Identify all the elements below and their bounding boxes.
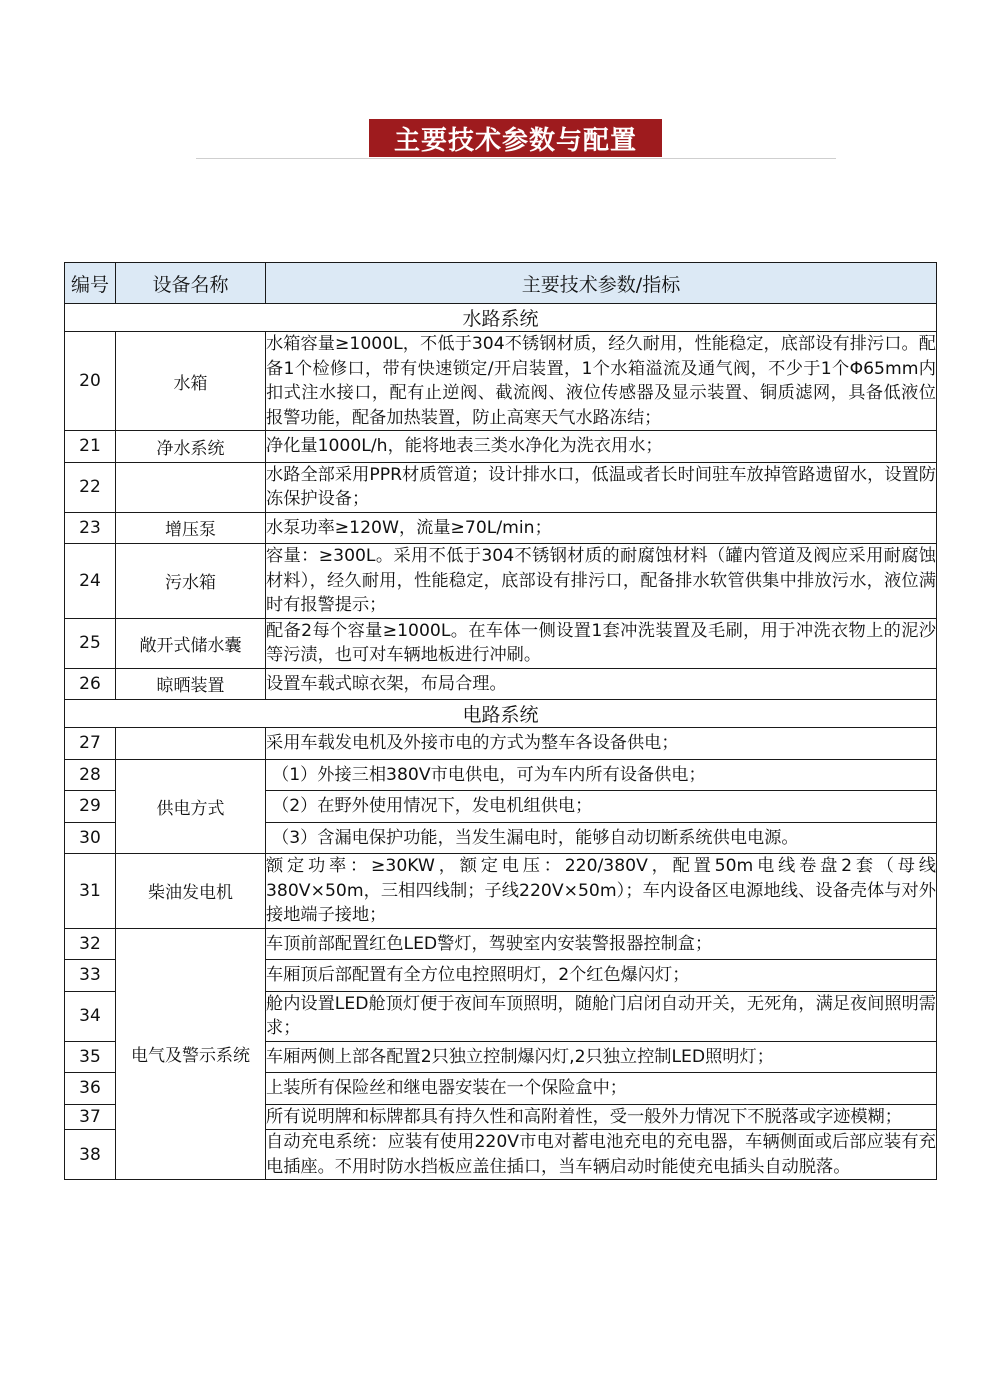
table-row: [65, 854, 937, 929]
page-title: 主要技术参数与配置: [393, 125, 637, 156]
row-params: 舱内设置LED舱顶灯便于夜间车顶照明，随舱门启闭自动开关，无死角，满足夜间照明需求；: [266, 991, 937, 1041]
row-no: 32: [65, 928, 116, 960]
row-no: 30: [65, 822, 116, 854]
row-no: 36: [65, 1073, 116, 1105]
spec-table: [64, 262, 937, 1180]
section-title-electric: 电路系统: [65, 700, 937, 728]
row-params: （3）含漏电保护功能，当发生漏电时，能够自动切断系统供电电源。: [266, 822, 937, 854]
row-params: 额定功率：≥30KW，额定电压：220/380V，配置50m电线卷盘2套（母线380V×50m，三相四线制；子线220V×50m）；车内设备区电源地线、设备壳体与对外接地端子接地；: [266, 854, 937, 929]
row-no: 34: [65, 991, 116, 1041]
table-row: [65, 544, 937, 619]
row-name: [116, 462, 266, 512]
row-params: 所有说明牌和标牌都具有持久性和高附着性，受一般外力情况下不脱落或字迹模糊；: [266, 1104, 937, 1130]
row-no: 28: [65, 759, 116, 791]
row-params: 设置车载式晾衣架，布局合理。: [266, 668, 937, 700]
row-no: 35: [65, 1041, 116, 1073]
row-no: 22: [65, 462, 116, 512]
table-row: [65, 668, 937, 700]
row-name: 晾晒装置: [116, 668, 266, 700]
row-no: 21: [65, 431, 116, 463]
row-no: 20: [65, 332, 116, 431]
row-name: [116, 728, 266, 760]
table-row: [65, 618, 937, 668]
row-name-alarm-group: 电气及警示系统: [116, 928, 266, 1180]
header-params: 主要技术参数/指标: [266, 263, 937, 304]
row-name: 增压泵: [116, 512, 266, 544]
row-params: 上装所有保险丝和继电器安装在一个保险盒中；: [266, 1073, 937, 1105]
table-row: [65, 431, 937, 463]
row-params: 车厢两侧上部各配置2只独立控制爆闪灯,2只独立控制LED照明灯；: [266, 1041, 937, 1073]
table-row: [65, 332, 937, 431]
section-row-water: [65, 304, 937, 332]
row-params: 水泵功率≥120W，流量≥70L/min；: [266, 512, 937, 544]
row-name: 污水箱: [116, 544, 266, 619]
header-name: 设备名称: [116, 263, 266, 304]
row-no: 31: [65, 854, 116, 929]
table-row: [65, 759, 937, 791]
table-row: [65, 462, 937, 512]
section-title-water: 水路系统: [65, 304, 937, 332]
row-name: 净水系统: [116, 431, 266, 463]
row-params: 水路全部采用PPR材质管道；设计排水口，低温或者长时间驻车放掉管路遗留水，设置防冻保护设备；: [266, 462, 937, 512]
row-params: 自动充电系统：应装有使用220V市电对蓄电池充电的充电器，车辆侧面或后部应装有充电插座。不用时防水挡板应盖住插口，当车辆启动时能使充电插头自动脱落。: [266, 1130, 937, 1180]
row-no: 38: [65, 1130, 116, 1180]
row-params: 车厢顶后部配置有全方位电控照明灯，2个红色爆闪灯；: [266, 960, 937, 992]
table-row: [65, 728, 937, 760]
table-row: [65, 928, 937, 960]
row-no: 29: [65, 791, 116, 823]
row-name: 柴油发电机: [116, 854, 266, 929]
title-divider: [196, 158, 836, 159]
row-no: 23: [65, 512, 116, 544]
row-no: 27: [65, 728, 116, 760]
row-params: （2）在野外使用情况下，发电机组供电；: [266, 791, 937, 823]
row-name: 敞开式储水囊: [116, 618, 266, 668]
row-params: （1）外接三相380V市电供电，可为车内所有设备供电；: [266, 759, 937, 791]
row-params: 水箱容量≥1000L，不低于304不锈钢材质，经久耐用，性能稳定，底部设有排污口。配备1个检修口，带有快速锁定/开启装置，1个水箱溢流及通气阀，不少于1个Φ65mm内扣式注水接口，配有止逆阀、截流阀、液位传感器及显示装置、铜质滤网，具备低液位报警功能，配备加热装置，防止高寒天气水路冻结；: [266, 332, 937, 431]
row-name-power-group: 供电方式: [116, 759, 266, 854]
header-no: 编号: [65, 263, 116, 304]
table-row: [65, 512, 937, 544]
row-params: 容量：≥300L。采用不低于304不锈钢材质的耐腐蚀材料（罐内管道及阀应采用耐腐蚀材料），经久耐用，性能稳定，底部设有排污口，配备排水软管供集中排放污水，液位满时有报警提示；: [266, 544, 937, 619]
row-params: 采用车载发电机及外接市电的方式为整车各设备供电；: [266, 728, 937, 760]
row-name: 水箱: [116, 332, 266, 431]
row-no: 25: [65, 618, 116, 668]
title-banner: [369, 119, 662, 157]
row-no: 26: [65, 668, 116, 700]
section-row-electric: [65, 700, 937, 728]
row-no: 33: [65, 960, 116, 992]
row-params: 配备2每个容量≥1000L。在车体一侧设置1套冲洗装置及毛刷，用于冲洗衣物上的泥沙等污渍，也可对车辆地板进行冲刷。: [266, 618, 937, 668]
header-row: [65, 263, 937, 304]
row-params: 净化量1000L/h，能将地表三类水净化为洗衣用水；: [266, 431, 937, 463]
row-params: 车顶前部配置红色LED警灯，驾驶室内安装警报器控制盒；: [266, 928, 937, 960]
row-no: 37: [65, 1104, 116, 1130]
row-no: 24: [65, 544, 116, 619]
